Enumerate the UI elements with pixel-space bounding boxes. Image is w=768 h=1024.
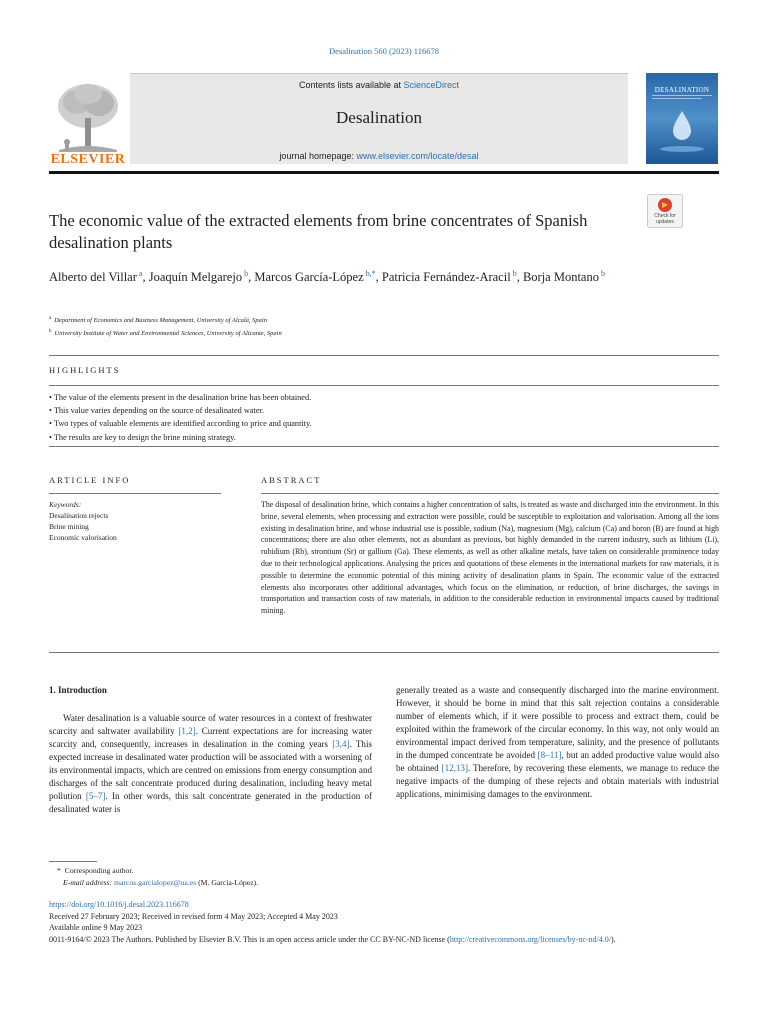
author-name[interactable]: Borja Montano <box>522 270 599 284</box>
highlights-list <box>49 391 729 444</box>
elsevier-wordmark: ELSEVIER <box>50 152 126 167</box>
highlight-item: • This value varies depending on the source of desalinated water. <box>49 406 264 416</box>
author-affiliation-marker[interactable]: b <box>510 268 517 278</box>
cover-journal-title: DESALINATION <box>654 86 710 94</box>
abstract-heading: ABSTRACT <box>261 475 322 485</box>
license-prefix: 0011-9164/© 2023 The Authors. Published by Elsevier B.V. This is an open access article under the CC BY-NC-ND license ( <box>49 934 450 944</box>
journal-homepage-line <box>130 151 628 161</box>
author-separator: , <box>516 270 523 284</box>
keyword-item: Economic valorisation <box>49 533 117 542</box>
affiliation-item <box>49 313 649 326</box>
article-info-divider <box>49 493 221 494</box>
corresponding-author-footnote <box>49 865 729 889</box>
journal-citation[interactable]: Desalination 560 (2023) 116678 <box>329 46 439 56</box>
author-affiliation-marker[interactable]: a <box>136 268 143 278</box>
check-for-updates-badge[interactable] <box>647 194 683 228</box>
contents-lists-line <box>130 80 628 90</box>
article-info-heading: ARTICLE INFO <box>49 475 131 485</box>
reference-link[interactable]: [5–7] <box>85 791 106 802</box>
affiliation-text: Department of Economics and Business Management, University of Alcalá, Spain <box>54 317 267 325</box>
author-affiliation-marker[interactable]: b <box>598 268 605 278</box>
doi-link[interactable]: https://doi.org/10.1016/j.desal.2023.116678 <box>49 900 189 909</box>
affiliation-marker: b <box>49 329 52 335</box>
check-badge-line2: updates <box>656 218 674 225</box>
author-name[interactable]: Marcos García-López <box>254 270 364 284</box>
abstract-bottom-rule <box>49 652 719 653</box>
reference-link[interactable]: [1,2] <box>178 726 196 737</box>
author-list <box>49 268 649 286</box>
highlight-item: • The value of the elements present in the desalination brine has been obtained. <box>49 393 312 402</box>
footnote-star: * <box>57 866 61 875</box>
sciencedirect-link[interactable]: ScienceDirect <box>403 80 460 90</box>
abstract-text: The disposal of desalination brine, which contains a higher concentration of salts, is treated as waste and discharged into the environment. In this brine, several elements, when processing and extraction were possible, could be susceptible to exploitation and valorisation. Among all the ions existing in desalination brine, and whose industrial use is possible, sodium (Na), magnesium (Mg), calcium (Ca) and boron (B) are found at high concentrations; there are also other elements, not as abundant as previous, but highly demanded in the current industry, such as lithium (Li), rubidium (Rb), strontium (Sr) or gallium (Ga). These elements, as well as other alkaline metals, have taken on considerable prominence today due to their technological applications. Analysing the prices and quotations of these elements in the international markets for raw materials, it is possible to determine the economic potential of this mining activity of desalination plants in Spain. The economic value of the extracted elements also incorporates other additional advantages, which focus on the elimination, or reduction, of brine discharges, the savings in transportation and transaction costs of raw materials, in addition to the considerable reduction in environmental impacts caused by traditional mining. <box>261 500 719 616</box>
affiliation-marker: a <box>49 316 52 321</box>
license-suffix: ). <box>611 934 616 944</box>
highlights-bottom-rule <box>49 446 719 447</box>
body-paragraph <box>396 684 719 801</box>
author-separator: , <box>142 270 149 284</box>
body-paragraph <box>49 712 372 816</box>
body-text: . This expected increase in desalinated water production will be associated with a worsening of its environmental impacts, which are centred on emissions from energy consumption and discharges of the salt concentrate produced during desalination, including heavy metal pollution <box>49 739 372 802</box>
author-name[interactable]: Joaquín Melgarejo <box>148 270 243 284</box>
highlights-divider <box>49 385 719 386</box>
highlight-item: • The results are key to design the brine mining strategy. <box>49 432 236 442</box>
highlights-top-rule <box>49 355 719 356</box>
corresponding-author-label: Corresponding author. <box>64 866 134 875</box>
keywords-block <box>49 499 229 543</box>
introduction-heading: 1. Introduction <box>49 685 107 695</box>
contents-prefix: Contents lists available at <box>298 80 404 90</box>
available-online: Available online 9 May 2023 <box>49 923 143 932</box>
header-divider <box>49 171 719 174</box>
article-title: The economic value of the extracted elements from brine concentrates of Spanish desalination plants <box>49 211 588 252</box>
author-name[interactable]: Alberto del Villar <box>49 270 137 284</box>
license-link[interactable]: http://creativecommons.org/licenses/by-nc-nd/4.0/ <box>449 934 611 944</box>
keyword-item: Desalination rejects <box>49 511 109 520</box>
reference-link[interactable]: [8–11] <box>537 750 562 761</box>
journal-homepage-link[interactable]: www.elsevier.com/locate/desal <box>356 151 479 161</box>
homepage-prefix: journal homepage: <box>279 151 357 161</box>
body-text: , but an added productive value would also be obtained <box>396 750 719 774</box>
footnote-rule <box>49 861 97 862</box>
email-suffix: (M. García-López). <box>196 878 259 887</box>
introduction-right-column <box>396 684 719 801</box>
reference-link[interactable]: [12,13] <box>441 763 468 774</box>
author-separator: , <box>375 270 382 284</box>
body-text: . In other words, this salt concentrate generated in the production of desalinated water is <box>49 791 372 815</box>
check-badge-line1: Check for <box>654 213 676 219</box>
body-text: Water desalination is a valuable source of water resources in a context of freshwater scarcity and saltwater availability <box>49 713 372 737</box>
highlights-heading: HIGHLIGHTS <box>49 365 121 375</box>
keywords-label: Keywords: <box>49 500 82 509</box>
license-statement <box>49 934 729 946</box>
received-dates: Received 27 February 2023; Received in revised form 4 May 2023; Accepted 4 May 2023 <box>49 911 338 921</box>
author-separator: , <box>248 270 255 284</box>
publication-info <box>49 899 729 945</box>
affiliation-item <box>49 326 649 339</box>
journal-title: Desalination <box>336 108 422 127</box>
email-label: E-mail address: <box>63 878 113 887</box>
reference-link[interactable]: [3,4] <box>332 739 350 750</box>
email-link[interactable]: marcos.garcialopez@ua.es <box>113 878 197 887</box>
author-affiliation-marker[interactable]: b <box>242 268 249 278</box>
body-text: . Therefore, by recovering these elements, we manage to reduce the negative impacts of the dumping of these rejects and obtain materials with industrial applications, minimising damages to the environment. <box>396 763 719 800</box>
body-text: generally treated as a waste and consequently discharged into the marine environment. However, it should be borne in mind that this salt rejection contains a considerable number of elements which, if it were possible to process and extract them, could be exploited within the framework of the circular economy. In this way, not only would an environmental impact derived from temperature, salinity, and the presence of pollutants in the dumped concentrate be avoided <box>396 685 719 761</box>
author-affiliation-marker[interactable]: b,* <box>363 268 376 278</box>
keyword-item: Brine mining <box>49 522 89 531</box>
author-name[interactable]: Patricia Fernández-Aracil <box>381 270 511 284</box>
abstract-divider <box>261 493 719 494</box>
highlight-item: • Two types of valuable elements are identified according to price and quantity. <box>49 419 312 429</box>
affiliations <box>49 313 649 339</box>
introduction-left-column <box>49 712 372 816</box>
affiliation-text: University Institute of Water and Environmental Sciences, University of Alicante, Spain <box>54 330 282 338</box>
body-text: . Current expectations are for increasing water scarcity and, consequently, increases in desalination in the coming years <box>49 726 373 750</box>
